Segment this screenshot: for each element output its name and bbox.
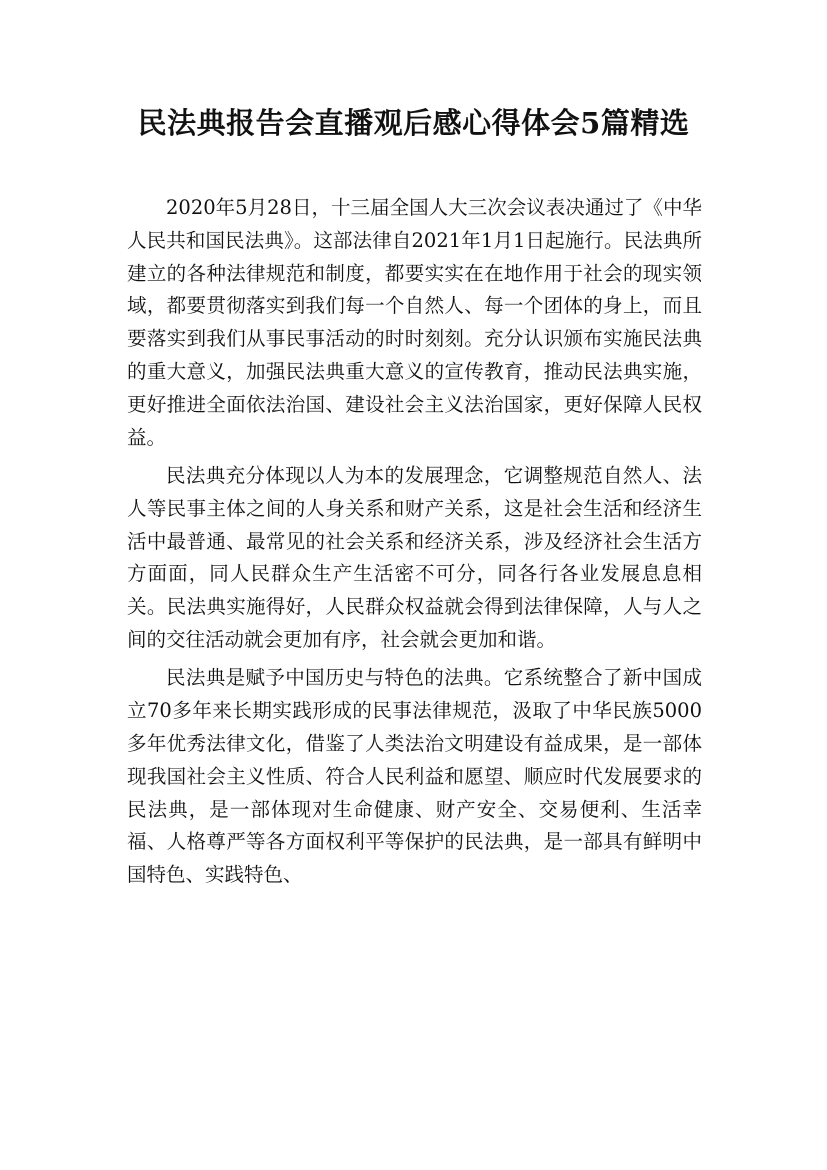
document-title: 民法典报告会直播观后感心得体会5篇精选 xyxy=(137,106,690,140)
paragraph-2: 民法典充分体现以人为本的发展理念，它调整规范自然人、法人等民事主体之间的人身关系和财产关系，这是社会生活和经济生活中最普通、最常见的社会关系和经济关系，涉及经济社会生活方方面面，同人民群众生产生活密不可分，同各行各业发展息息相关。民法典实施得好，人民群众权益就会得到法律保障，人与人之间的交往活动就会更加有序，社会就会更加和谐。 xyxy=(127,463,702,651)
paragraph-1: 2020年5月28日，十三届全国人大三次会议表决通过了《中华人民共和国民法典》。这部法律自2021年1月1日起施行。民法典所建立的各种法律规范和制度，都要实实在在地作用于社会的现实领域，都要贯彻落实到我们每一个自然人、每一个团体的身上，而且要落实到我们从事民事活动的时时刻刻。充分认识颁布实施民法典的重大意义，加强民法典重大意义的宣传教育，推动民法典实施，更好推进全面依法治国、建设社会主义法治国家，更好保障人民权益。 xyxy=(127,196,702,449)
document-body xyxy=(127,192,702,898)
paragraph-3: 民法典是赋予中国历史与特色的法典。它系统整合了新中国成立70多年来长期实践形成的民事法律规范，汲取了中华民族5000多年优秀法律文化，借鉴了人类法治文明建设有益成果，是一部体现我国社会主义性质、符合人民利益和愿望、顺应时代发展要求的民法典，是一部体现对生命健康、财产安全、交易便利、生活幸福、人格尊严等各方面权利平等保护的民法典，是一部具有鲜明中国特色、实践特色、 xyxy=(127,666,702,887)
